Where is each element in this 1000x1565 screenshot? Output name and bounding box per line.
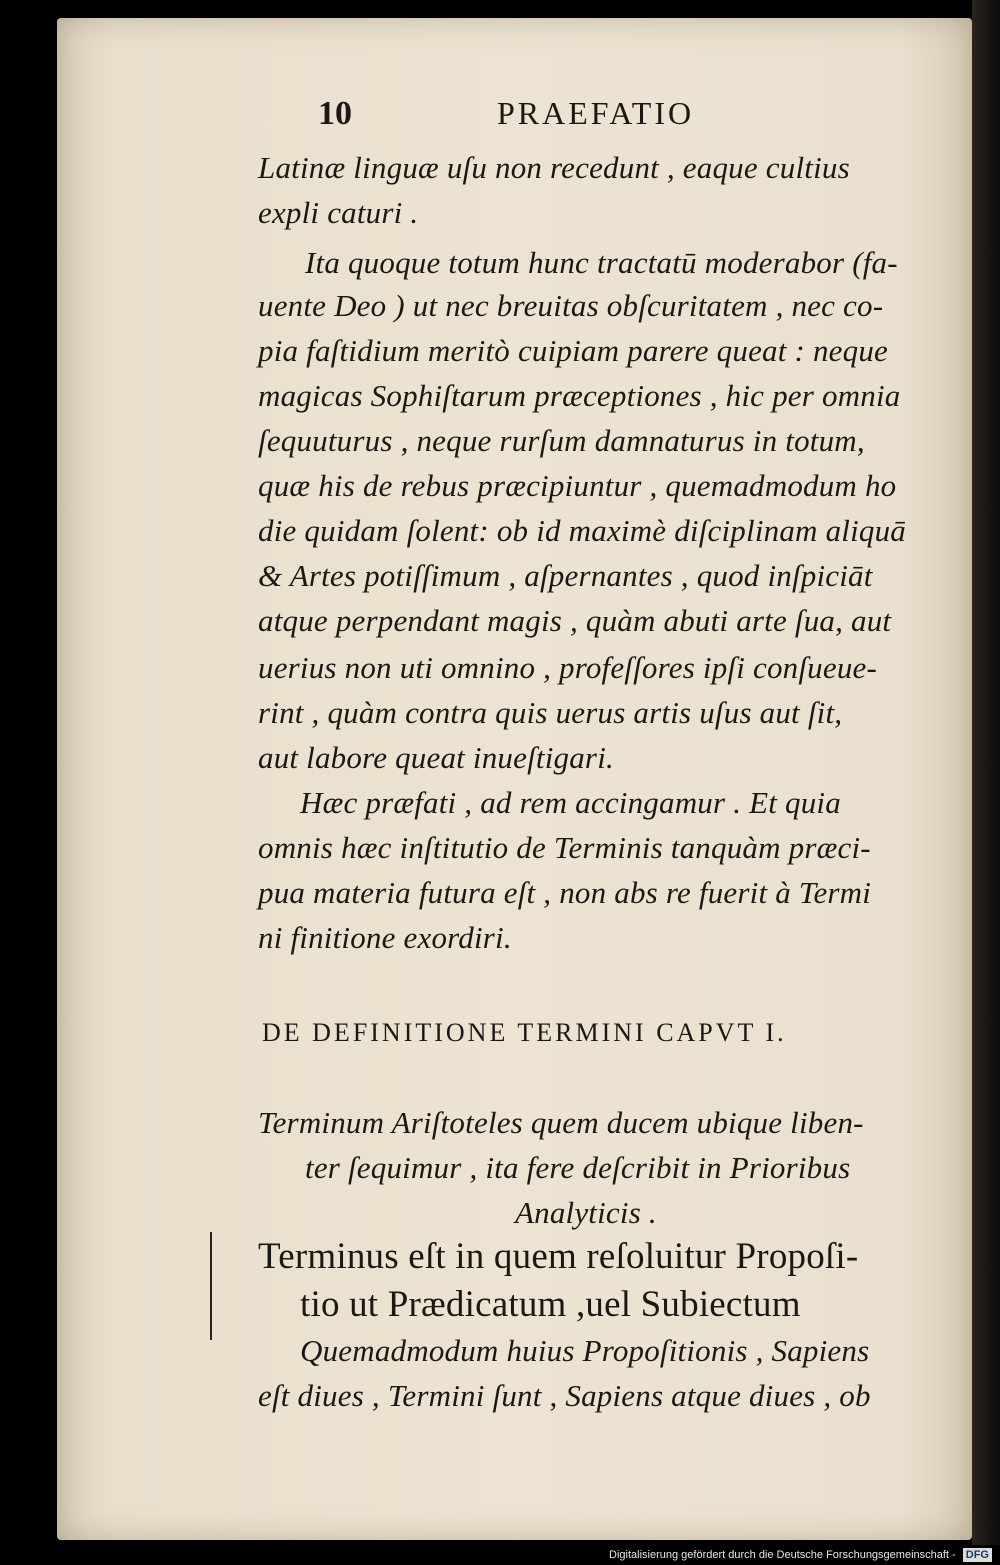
closing-line: Quemadmodum huius Propoſitionis , Sapiens [300,1333,870,1368]
intro-line: Analyticis . [515,1195,657,1230]
running-title: PRAEFATIO [497,95,695,131]
body-line: pia faſtidium meritò cuipiam parere queat : neque [258,333,888,368]
book-spine [972,0,1000,1545]
definition-line: Terminus eſt in quem reſoluitur Propoſi- [258,1236,859,1277]
margin-mark [210,1232,212,1340]
dfg-logo: DFG [963,1548,992,1562]
body-line: pua materia futura eſt , non abs re fuerit à Termi [258,875,872,910]
body-line: ſequuturus , neque rurſum damnaturus in totum, [258,423,865,458]
body-line: atque perpendant magis , quàm abuti arte ſua, aut [258,603,892,638]
body-line: expli caturi . [258,195,419,230]
body-line: uerius non uti omnino , profeſſores ipſi conſueue- [258,650,878,685]
chapter-heading: DE DEFINITIONE TERMINI CAPVT I. [262,1018,787,1047]
body-line: quæ his de rebus præcipiuntur , quemadmodum ho [258,468,897,503]
credit-text: Digitalisierung gefördert durch die Deutsche Forschungsgemeinschaft - [609,1549,956,1561]
body-line: aut labore queat inueſtigari. [258,740,614,775]
page-number: 10 [318,95,352,132]
body-line: omnis hæc inſtitutio de Terminis tanquàm præci- [258,830,871,865]
digitization-credit [0,1545,992,1565]
definition-line: tio ut Prædicatum ,uel Subiectum [300,1284,801,1325]
intro-line: Terminum Ariſtoteles quem ducem ubique liben- [258,1105,864,1140]
body-line: Ita quoque totum hunc tractatū moderabor (fa- [305,245,898,280]
body-line: rint , quàm contra quis uerus artis uſus aut ſit, [258,695,843,730]
body-line: magicas Sophiſtarum præceptiones , hic per omnia [258,378,901,413]
body-line: uente Deo ) ut nec breuitas obſcuritatem , nec co- [258,288,884,323]
body-line: Latinæ linguæ uſu non recedunt , eaque cultius [258,150,850,185]
body-line: ni finitione exordiri. [258,920,512,955]
closing-line: eſt diues , Termini ſunt , Sapiens atque diues , ob [258,1378,871,1413]
intro-line: ter ſequimur , ita fere deſcribit in Prioribus [305,1150,851,1185]
body-line: Hæc præfati , ad rem accingamur . Et quia [300,785,841,820]
body-line: die quidam ſolent: ob id maximè diſciplinam aliquā [258,513,906,548]
body-line: & Artes potiſſimum , aſpernantes , quod inſpiciāt [258,558,873,593]
